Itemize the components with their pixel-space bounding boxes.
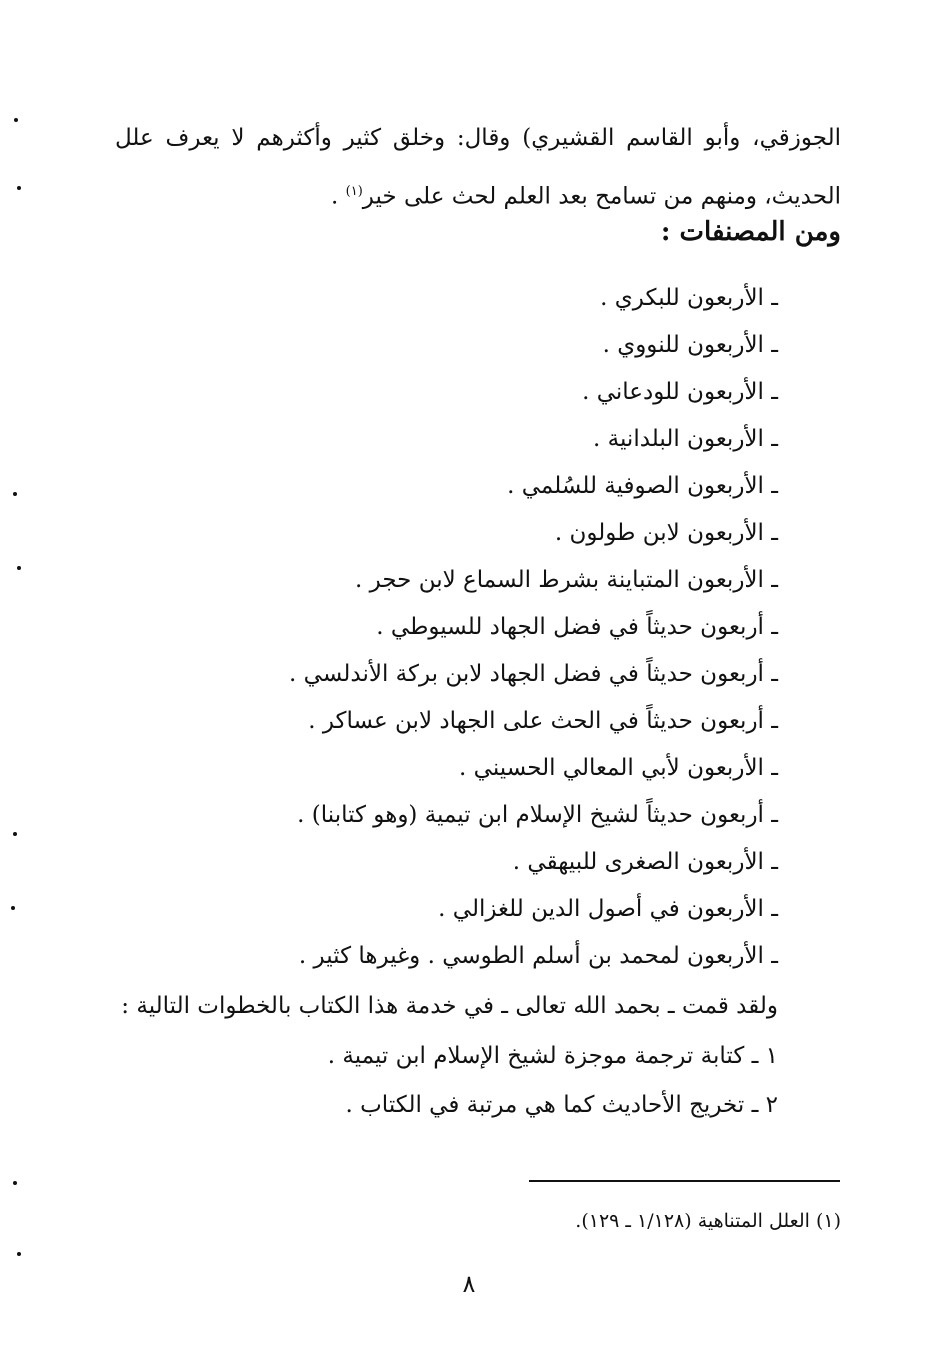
scan-speck — [17, 566, 21, 570]
list-item: ـ أربعون حديثاً في فضل الجهاد للسيوطي . — [376, 614, 778, 640]
intro-period: . — [331, 183, 339, 210]
scan-speck — [13, 832, 17, 836]
list-item: ـ الأربعون لأبي المعالي الحسيني . — [459, 755, 778, 781]
list-item: ـ أربعون حديثاً لشيخ الإسلام ابن تيمية (وهو كتابنا) . — [297, 802, 778, 828]
section-heading: ومن المصنفات : — [660, 217, 841, 247]
list-item: ـ أربعون حديثاً في فضل الجهاد لابن بركة الأندلسي . — [289, 661, 778, 687]
footnote: (١) العلل المتناهية (١/١٢٨ ـ ١٢٩). — [575, 1210, 841, 1232]
list-item: ـ الأربعون المتباينة بشرط السماع لابن حجر . — [355, 567, 778, 593]
footnote-reference[interactable]: (١) — [345, 184, 363, 199]
works-list — [289, 283, 778, 988]
scan-speck — [13, 1181, 17, 1185]
list-item: ـ الأربعون للبكري . — [600, 285, 778, 311]
step-item-2: ٢ ـ تخريج الأحاديث كما هي مرتبة في الكتاب . — [345, 1092, 778, 1118]
intro-text: الجوزقي، وأبو القاسم القشيري) وقال: وخلق كثير وأكثرهم لا يعرف علل الحديث، ومنهم من تسامح بعد العلم لحث على خير — [115, 125, 841, 210]
list-item: ـ الأربعون للنووي . — [602, 332, 778, 358]
list-item: ـ الأربعون في أصول الدين للغزالي . — [438, 896, 778, 922]
page-number: ٨ — [462, 1270, 476, 1298]
list-item: ـ أربعون حديثاً في الحث على الجهاد لابن عساكر . — [308, 708, 778, 734]
footnote-divider — [529, 1180, 840, 1182]
steps-intro: ولقد قمت ـ بحمد الله تعالى ـ في خدمة هذا الكتاب بالخطوات التالية : — [121, 993, 778, 1019]
list-item: ـ الأربعون للودعاني . — [582, 379, 778, 405]
list-item: ـ الأربعون الصوفية للسُلمي . — [507, 473, 778, 499]
list-item: ـ الأربعون الصغرى للبيهقي . — [512, 849, 778, 875]
scan-speck — [14, 118, 18, 122]
list-item: ـ الأربعون لمحمد بن أسلم الطوسي . وغيرها كثير . — [298, 943, 778, 969]
intro-paragraph — [115, 112, 841, 224]
scan-speck — [17, 186, 21, 190]
scan-speck — [17, 1252, 21, 1256]
list-item: ـ الأربعون البلدانية . — [593, 426, 778, 452]
step-item-1: ١ ـ كتابة ترجمة موجزة لشيخ الإسلام ابن تيمية . — [327, 1043, 778, 1069]
scan-speck — [13, 492, 17, 496]
scan-speck — [11, 906, 15, 910]
list-item: ـ الأربعون لابن طولون . — [554, 520, 778, 546]
